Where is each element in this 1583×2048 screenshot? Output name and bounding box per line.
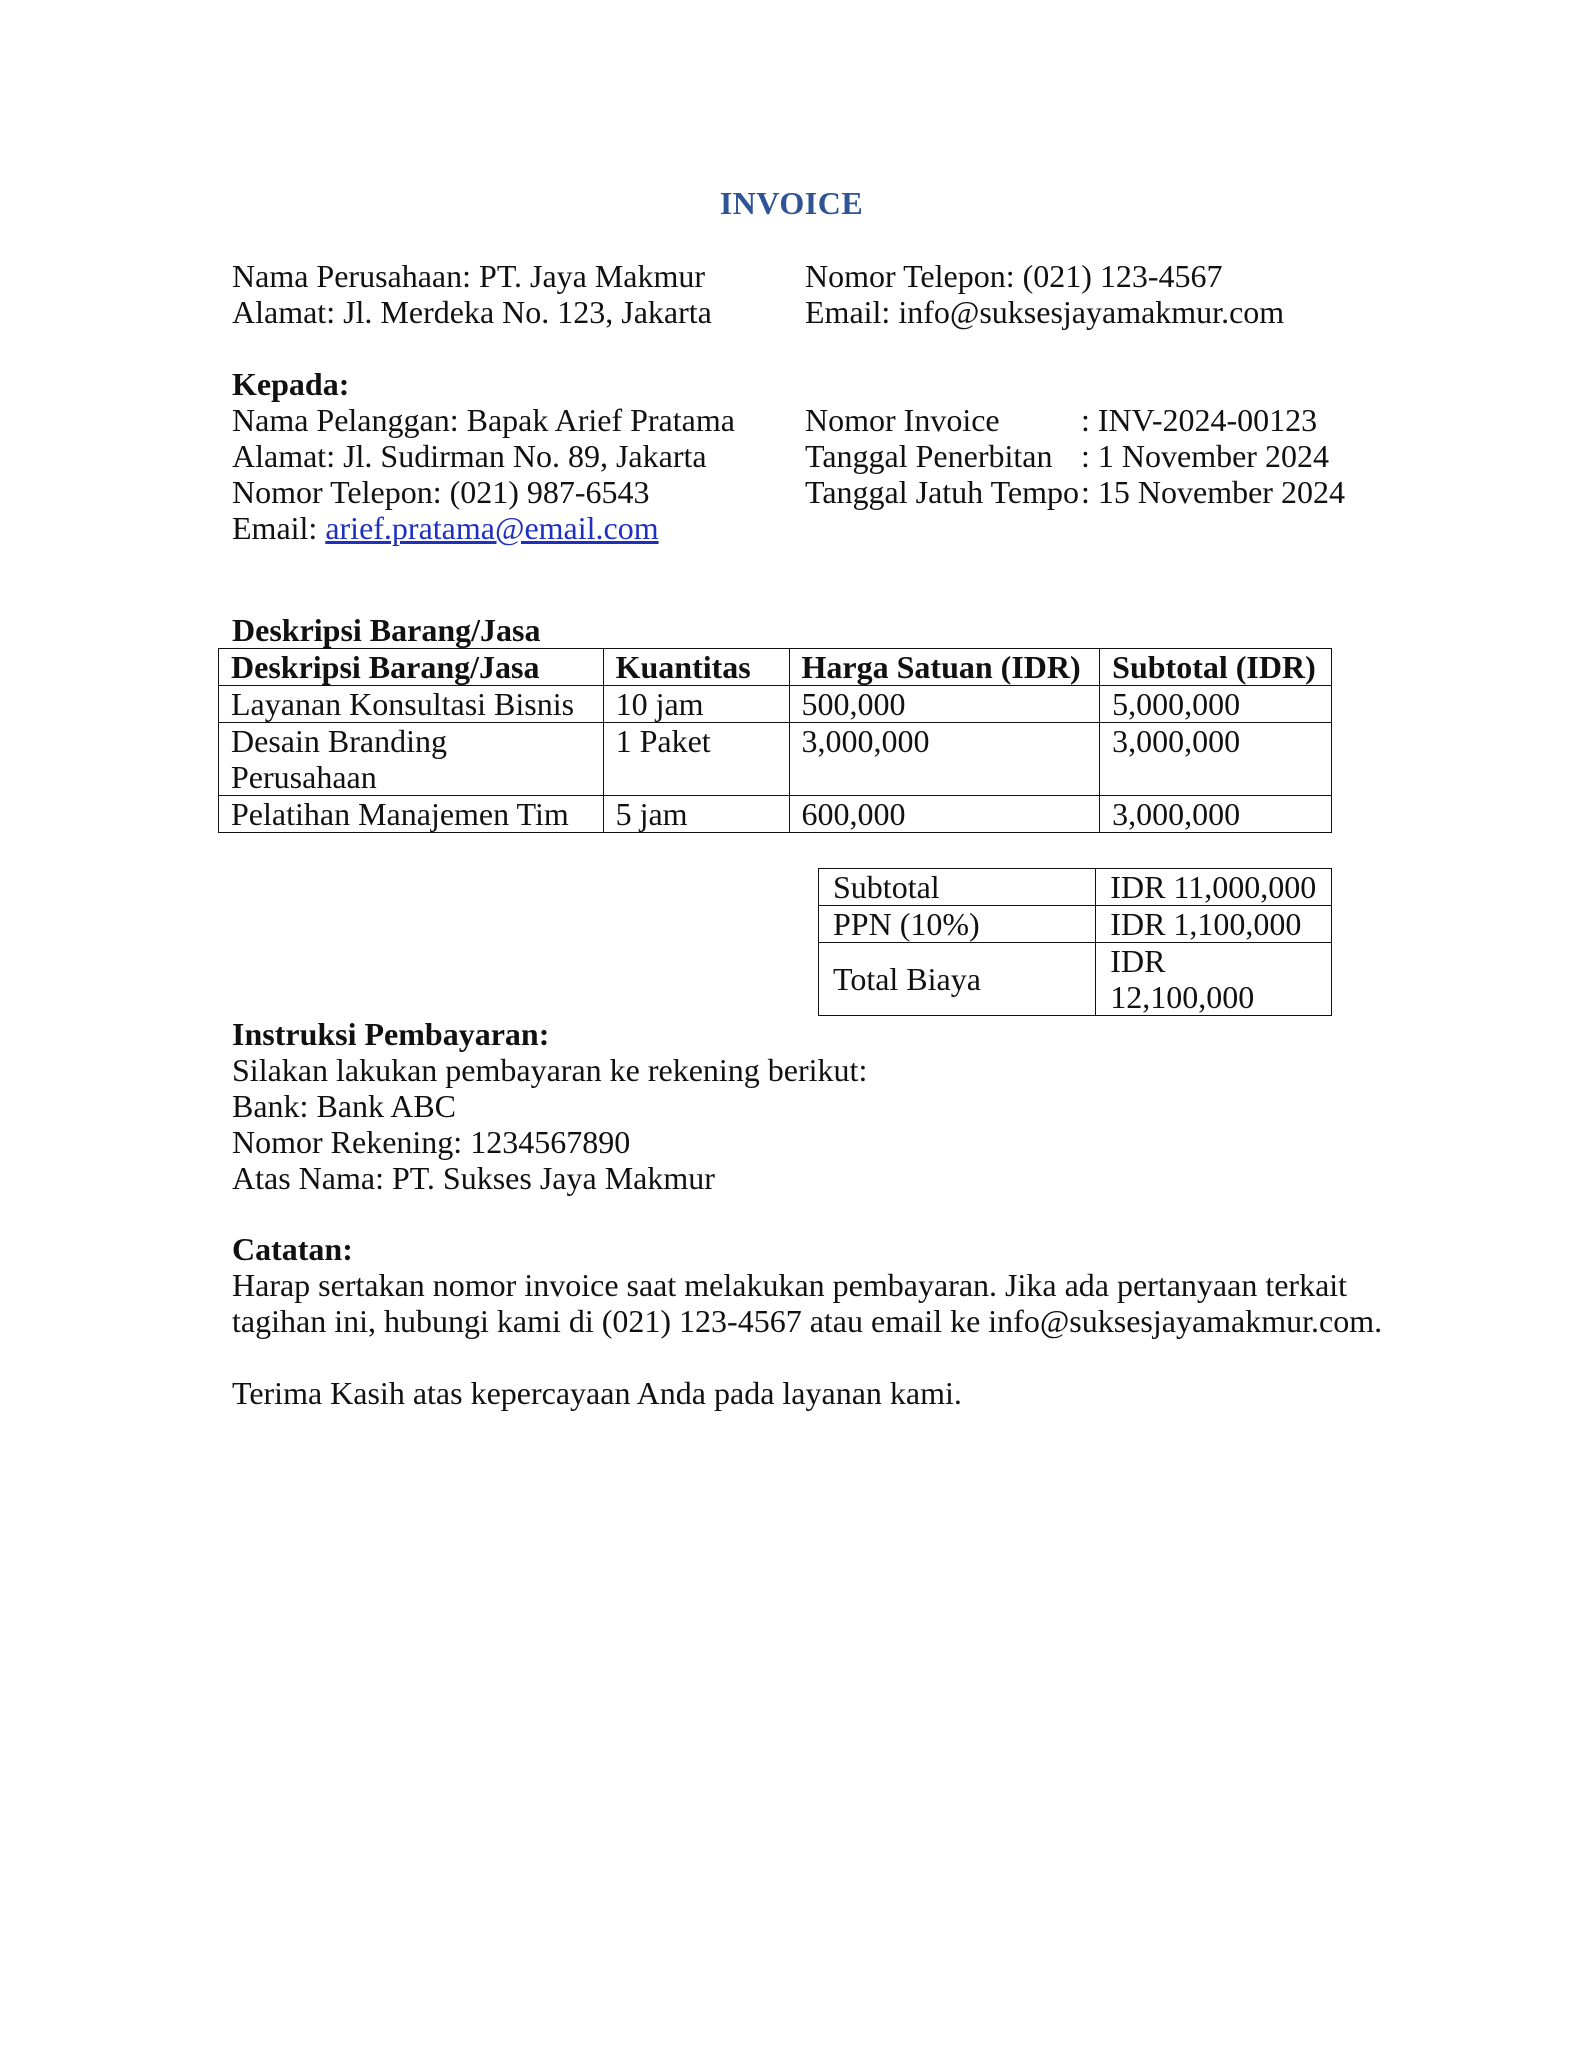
cell-quantity: 5 jam bbox=[603, 796, 789, 833]
table-row bbox=[219, 723, 1332, 796]
cell-unit-price: 600,000 bbox=[789, 796, 1100, 833]
company-email: Email: info@suksesjayamakmur.com bbox=[805, 294, 1285, 330]
totals-label: PPN (10%) bbox=[819, 906, 1096, 943]
payment-instructions bbox=[232, 1016, 867, 1196]
cell-quantity: 1 Paket bbox=[603, 723, 789, 796]
invoice-meta-row bbox=[805, 438, 1345, 474]
invoice-meta-label: Tanggal Jatuh Tempo bbox=[805, 474, 1079, 510]
cell-quantity: 10 jam bbox=[603, 686, 789, 723]
company-info bbox=[232, 258, 712, 330]
totals-value: IDR 12,100,000 bbox=[1096, 943, 1332, 1016]
cell-subtotal: 5,000,000 bbox=[1100, 686, 1332, 723]
payment-account-number: Nomor Rekening: 1234567890 bbox=[232, 1124, 631, 1160]
company-phone: Nomor Telepon: (021) 123-4567 bbox=[805, 258, 1223, 294]
items-table bbox=[218, 648, 1332, 833]
totals-row-total bbox=[819, 943, 1332, 1016]
column-header-description: Deskripsi Barang/Jasa bbox=[219, 649, 604, 686]
column-header-unit-price: Harga Satuan (IDR) bbox=[789, 649, 1100, 686]
cell-subtotal: 3,000,000 bbox=[1100, 796, 1332, 833]
customer-heading: Kepada: bbox=[232, 366, 350, 402]
payment-heading: Instruksi Pembayaran: bbox=[232, 1016, 550, 1052]
company-address: Alamat: Jl. Merdeka No. 123, Jakarta bbox=[232, 294, 712, 330]
cell-unit-price: 3,000,000 bbox=[789, 723, 1100, 796]
company-contact bbox=[805, 258, 1284, 330]
cell-unit-price: 500,000 bbox=[789, 686, 1100, 723]
payment-account-name: Atas Nama: PT. Sukses Jaya Makmur bbox=[232, 1160, 715, 1196]
invoice-meta-row bbox=[805, 402, 1345, 438]
customer-phone: Nomor Telepon: (021) 987-6543 bbox=[232, 474, 650, 510]
totals-row-tax bbox=[819, 906, 1332, 943]
payment-line: Silakan lakukan pembayaran ke rekening berikut: bbox=[232, 1052, 868, 1088]
totals-table bbox=[818, 868, 1332, 1016]
company-name: Nama Perusahaan: PT. Jaya Makmur bbox=[232, 258, 706, 294]
invoice-meta-row bbox=[805, 474, 1345, 510]
customer-info bbox=[232, 366, 735, 546]
customer-email-line bbox=[232, 510, 735, 546]
totals-row-subtotal bbox=[819, 869, 1332, 906]
cell-subtotal: 3,000,000 bbox=[1100, 723, 1332, 796]
invoice-title: INVOICE bbox=[719, 185, 864, 221]
closing-text: Terima Kasih atas kepercayaan Anda pada layanan kami. bbox=[232, 1375, 962, 1411]
notes-heading: Catatan: bbox=[232, 1231, 353, 1267]
customer-name: Nama Pelanggan: Bapak Arief Pratama bbox=[232, 402, 735, 438]
invoice-meta-value: : INV-2024-00123 bbox=[1081, 402, 1318, 438]
invoice-meta-label: Tanggal Penerbitan bbox=[805, 438, 1053, 474]
cell-description: Layanan Konsultasi Bisnis bbox=[219, 686, 604, 723]
invoice-meta bbox=[805, 402, 1345, 510]
notes-line: tagihan ini, hubungi kami di (021) 123-4567 atau email ke info@suksesjayamakmur.com. bbox=[232, 1303, 1383, 1339]
table-row bbox=[219, 796, 1332, 833]
items-header-row bbox=[219, 649, 1332, 686]
invoice-meta-value: : 1 November 2024 bbox=[1081, 438, 1329, 474]
column-header-quantity: Kuantitas bbox=[603, 649, 789, 686]
payment-bank: Bank: Bank ABC bbox=[232, 1088, 457, 1124]
cell-description: Desain Branding Perusahaan bbox=[219, 723, 604, 796]
totals-value: IDR 11,000,000 bbox=[1096, 869, 1332, 906]
notes-section bbox=[232, 1231, 1382, 1339]
table-row bbox=[219, 686, 1332, 723]
totals-value: IDR 1,100,000 bbox=[1096, 906, 1332, 943]
customer-email-link[interactable]: arief.pratama@email.com bbox=[325, 510, 659, 546]
column-header-subtotal: Subtotal (IDR) bbox=[1100, 649, 1332, 686]
notes-line: Harap sertakan nomor invoice saat melakukan pembayaran. Jika ada pertanyaan terkait bbox=[232, 1267, 1348, 1303]
invoice-meta-label: Nomor Invoice bbox=[805, 402, 1000, 438]
totals-label: Total Biaya bbox=[819, 943, 1096, 1016]
invoice-meta-value: : 15 November 2024 bbox=[1081, 474, 1345, 510]
cell-description: Pelatihan Manajemen Tim bbox=[219, 796, 604, 833]
customer-email-label: Email: bbox=[232, 510, 326, 546]
items-heading: Deskripsi Barang/Jasa bbox=[232, 612, 541, 648]
totals-label: Subtotal bbox=[819, 869, 1096, 906]
customer-address: Alamat: Jl. Sudirman No. 89, Jakarta bbox=[232, 438, 707, 474]
